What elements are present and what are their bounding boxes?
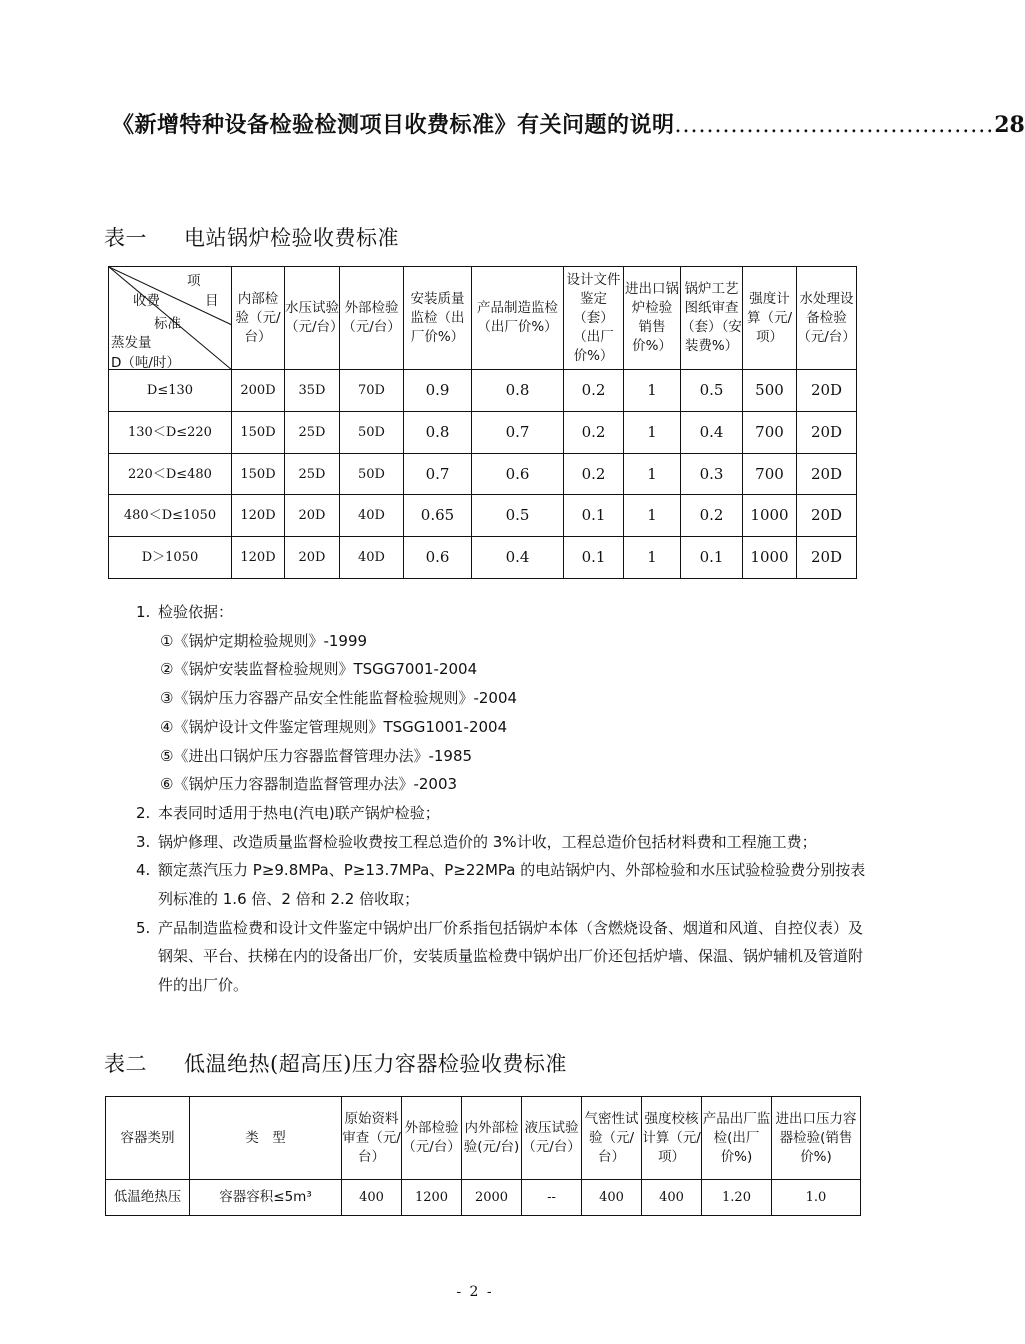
table2-header-cell: 气密性试验（元/台） (582, 1097, 642, 1180)
table1-cell: 0.1 (564, 495, 624, 537)
table1-cell: 0.5 (681, 370, 743, 412)
note-item (136, 856, 866, 913)
toc-title: 《新增特种设备检验检测项目收费标准》有关问题的说明 (112, 112, 675, 138)
table1-header-cell: 进出口锅炉检验 销售价%） (624, 267, 681, 370)
table1-cell: 0.1 (681, 537, 743, 579)
table-row (109, 495, 857, 537)
table1-cell: 1 (624, 412, 681, 454)
table1-header-cell: 安装质量监检（出厂价%） (404, 267, 472, 370)
table2-title: 低温绝热(超高压)压力容器检验收费标准 (184, 1052, 567, 1076)
note-number: 3. (136, 832, 151, 851)
table1-cell: 0.8 (472, 370, 564, 412)
corner-label-bottom2: D（吨/时） (111, 355, 180, 371)
table1-cell: 1 (624, 370, 681, 412)
table1-cell: 70D (340, 370, 404, 412)
table1-cell: 20D (797, 537, 857, 579)
table2-header-cell: 外部检验（元/台） (402, 1097, 462, 1180)
table2-cell: 400 (342, 1180, 402, 1216)
table1-cell: 20D (285, 537, 340, 579)
table1-corner-cell (109, 267, 232, 370)
page-number: - 2 - (456, 1284, 494, 1300)
table1-cell: 1 (624, 454, 681, 495)
note-number: 1. (136, 603, 151, 621)
table1-heading (104, 222, 399, 252)
table1-cell: 0.2 (564, 454, 624, 495)
table2-cell: 容器容积≤5m³ (190, 1180, 342, 1216)
table2-header-cell: 产品出厂监检(出厂价%) (702, 1097, 772, 1180)
corner-label-top2: 目 (205, 293, 219, 309)
table-row (109, 370, 857, 412)
basis-item: ⑥《锅炉压力容器制造监督管理办法》-2003 (160, 775, 458, 794)
table2-cell: 400 (582, 1180, 642, 1216)
table1-cell: 120D (232, 495, 285, 537)
table2-cell: 1.20 (702, 1180, 772, 1216)
table1-cell: 480＜D≤1050 (109, 495, 232, 537)
table1-number: 表一 (104, 226, 147, 250)
table1-cell: 50D (340, 454, 404, 495)
table1-cell: 0.5 (472, 495, 564, 537)
note-item (136, 828, 866, 857)
table1-cell: 0.6 (404, 537, 472, 579)
table1-cell: 200D (232, 370, 285, 412)
table1-cell: 50D (340, 412, 404, 454)
note-item (136, 914, 866, 1000)
table1-cell: 120D (232, 537, 285, 579)
table1-cell: 40D (340, 537, 404, 579)
table2-number: 表二 (104, 1052, 147, 1076)
table1-title: 电站锅炉检验收费标准 (184, 226, 399, 250)
table2-cell: 400 (642, 1180, 702, 1216)
table2-cell: -- (522, 1180, 582, 1216)
table1-cell: 0.2 (564, 412, 624, 454)
table1-cell: 1 (624, 495, 681, 537)
table1-header-cell: 外部检验（元/台） (340, 267, 404, 370)
table1-cell: 150D (232, 412, 285, 454)
table1-cell: 0.2 (681, 495, 743, 537)
table1-header-cell: 内部检验（元/台） (232, 267, 285, 370)
toc-entry (112, 108, 1025, 139)
table1-cell: D＞1050 (109, 537, 232, 579)
table1-cell: 0.1 (564, 537, 624, 579)
table1-cell: 0.2 (564, 370, 624, 412)
table1-cell: 220＜D≤480 (109, 454, 232, 495)
table1-cell: 0.3 (681, 454, 743, 495)
table1-cell: 150D (232, 454, 285, 495)
table1-cell: 0.65 (404, 495, 472, 537)
table2-cell: 低温绝热压 (106, 1180, 190, 1216)
table1-header-row (109, 267, 857, 370)
table1-header-cell: 水压试验（元/台） (285, 267, 340, 370)
note-text: 检验依据： (158, 603, 234, 621)
table2-header-cell: 类 型 (190, 1097, 342, 1180)
table1-cell: 1000 (743, 495, 797, 537)
table2-cell: 1.0 (772, 1180, 861, 1216)
table1-cell: 25D (285, 454, 340, 495)
table1-cell: D≤130 (109, 370, 232, 412)
corner-label-top1: 项 (187, 273, 201, 289)
corner-label-mid: 标准 (154, 316, 181, 332)
toc-page-number: 28 (994, 112, 1025, 138)
table-row (109, 454, 857, 495)
table1-cell: 130＜D≤220 (109, 412, 232, 454)
note-number: 4. (136, 861, 151, 880)
table1-cell: 20D (797, 370, 857, 412)
table1-header-cell: 产品制造监检（出厂价%） (472, 267, 564, 370)
note-item (136, 598, 866, 627)
table1-cell: 700 (743, 454, 797, 495)
table2-header-row (106, 1097, 861, 1180)
table1-header-cell: 水处理设备检验（元/台） (797, 267, 857, 370)
table1-cell: 0.9 (404, 370, 472, 412)
table1-cell: 500 (743, 370, 797, 412)
table1-cell: 20D (285, 495, 340, 537)
table2-header-cell: 内外部检验(元/台) (462, 1097, 522, 1180)
table1-cell: 0.4 (472, 537, 564, 579)
table1-cell: 35D (285, 370, 340, 412)
table1-cell: 700 (743, 412, 797, 454)
table2-header-cell: 强度校核计算（元/项） (642, 1097, 702, 1180)
table1-cell: 0.7 (472, 412, 564, 454)
table-row (106, 1180, 861, 1216)
table1-cell: 1000 (743, 537, 797, 579)
table1-cell: 40D (340, 495, 404, 537)
basis-item: ⑤《进出口锅炉压力容器监督管理办法》-1985 (160, 746, 473, 765)
table1-header-cell: 设计文件鉴定（套）（出厂价%） (564, 267, 624, 370)
table1-cell: 0.8 (404, 412, 472, 454)
basis-item: ③《锅炉压力容器产品安全性能监督检验规则》-2004 (160, 689, 518, 708)
table2-header-cell: 容器类别 (106, 1097, 190, 1180)
table1-notes (136, 598, 866, 1000)
note-item (136, 799, 866, 828)
note-text: 额定蒸汽压力 P≥9.8MPa、P≥13.7MPa、P≥22MPa 的电站锅炉内、外部检验和水压试验检验费分别按表列标准的 1.6 倍、2 倍和 2.2 倍收取； (158, 861, 866, 909)
note-text: 产品制造监检费和设计文件鉴定中锅炉出厂价系指包括锅炉本体（含燃烧设备、烟道和风道、自控仪表）及钢架、平台、扶梯在内的设备出厂价，安装质量监检费中锅炉出厂价还包括炉墙、保温、锅炉辅机及管道附件的出厂价。 (158, 918, 864, 995)
table1 (108, 266, 857, 579)
note-number: 5. (136, 918, 151, 937)
table1-cell: 0.7 (404, 454, 472, 495)
basis-item: ④《锅炉设计文件鉴定管理规则》TSGG1001-2004 (160, 717, 508, 736)
table1-header-cell: 锅炉工艺图纸审查（套）（安装费%） (681, 267, 743, 370)
table2-header-cell: 原始资料审查（元/台） (342, 1097, 402, 1180)
corner-label-left1: 收费 (133, 293, 160, 309)
table2-cell: 2000 (462, 1180, 522, 1216)
table2 (105, 1096, 861, 1216)
table-row (109, 412, 857, 454)
basis-item: ②《锅炉安装监督检验规则》TSGG7001-2004 (160, 660, 478, 679)
table2-header-cell: 进出口压力容器检验(销售价%) (772, 1097, 861, 1180)
toc-leader-dots: ........................................ (674, 113, 995, 138)
table2-heading (104, 1048, 567, 1078)
basis-item: ①《锅炉定期检验规则》-1999 (160, 631, 368, 650)
table2-header-cell: 液压试验（元/台） (522, 1097, 582, 1180)
table2-cell: 1200 (402, 1180, 462, 1216)
table1-cell: 20D (797, 454, 857, 495)
corner-label-bottom1: 蒸发量 (111, 335, 152, 351)
table1-cell: 1 (624, 537, 681, 579)
table-row (109, 537, 857, 579)
table1-cell: 0.6 (472, 454, 564, 495)
table1-cell: 25D (285, 412, 340, 454)
note-text: 锅炉修理、改造质量监督检验收费按工程总造价的 3%计收，工程总造价包括材料费和工程施工费； (158, 832, 817, 851)
table1-cell: 20D (797, 412, 857, 454)
table1-header-cell: 强度计算（元/项） (743, 267, 797, 370)
note-text: 本表同时适用于热电(汽电)联产锅炉检验； (158, 803, 440, 822)
table1-cell: 20D (797, 495, 857, 537)
table1-cell: 0.4 (681, 412, 743, 454)
note-number: 2. (136, 803, 151, 822)
